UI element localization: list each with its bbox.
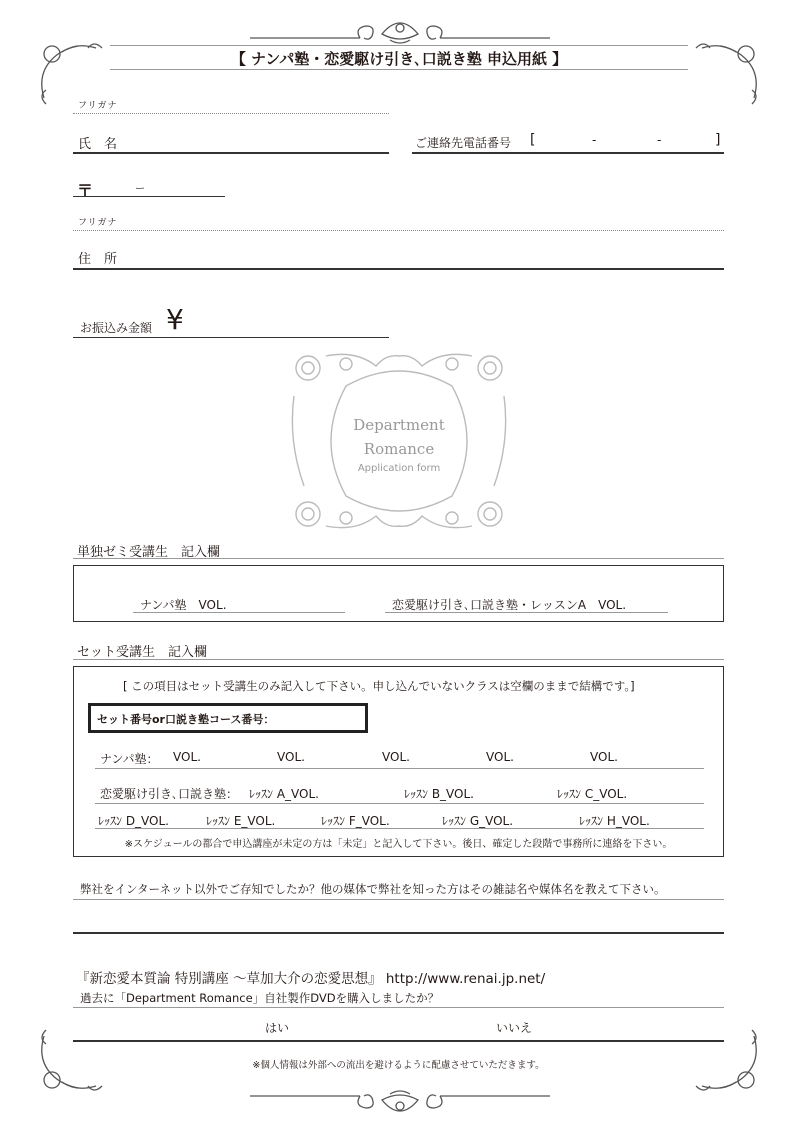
form-title: 【 ナンパ塾・恋愛駆け引き､口説き塾 申込用紙 】 xyxy=(230,50,568,68)
set-lesson-c: ﾚｯｽﾝ C_VOL. xyxy=(557,787,628,801)
address-furigana-label: フリガナ xyxy=(78,218,118,228)
phone-dash-2: - xyxy=(657,133,662,147)
single-section-box xyxy=(73,565,724,622)
set-nanpa-field[interactable] xyxy=(95,768,704,769)
set-note: [ この項目はセット受講生のみ記入して下さい。申し込んでいないクラスは空欄のままで結構です。] xyxy=(123,679,635,693)
set-footnote: ※スケジュールの都合で申込講座が未定の方は「未定」と記入して下さい。後日、確定した段階で事務所に連絡を下さい。 xyxy=(124,839,673,850)
address-label: 住 所 xyxy=(78,252,118,267)
watermark-line-1: Department xyxy=(353,416,445,434)
phone-field[interactable] xyxy=(412,152,724,154)
set-lesson-d: ﾚｯｽﾝ D_VOL. xyxy=(98,814,169,828)
watermark-line-3: Application form xyxy=(357,463,441,474)
single-renai-field[interactable] xyxy=(385,612,668,613)
set-lesson-g: ﾚｯｽﾝ G_VOL. xyxy=(442,814,514,828)
dvd-yes-option[interactable]: はい xyxy=(265,1021,290,1035)
single-nanpa-label: ナンパ塾 VOL. xyxy=(140,598,227,612)
corner-ornament-top-right xyxy=(692,38,762,108)
set-number-label: セット番号or口説き塾コース番号： xyxy=(97,713,275,726)
phone-dash-1: - xyxy=(592,133,597,147)
set-lesson-h: ﾚｯｽﾝ H_VOL. xyxy=(579,814,650,828)
top-scroll-ornament xyxy=(250,14,550,48)
payment-label: お振込み金額 xyxy=(80,321,153,335)
phone-close-bracket: ] xyxy=(715,132,721,148)
postal-field[interactable] xyxy=(73,196,225,197)
dvd-no-option[interactable]: いいえ xyxy=(496,1021,533,1035)
name-furigana-label: フリガナ xyxy=(78,101,118,111)
single-section-title: 単独ゼミ受講生 記入欄 xyxy=(77,545,221,560)
set-renai-label: 恋愛駆け引き､口説き塾： xyxy=(100,787,239,801)
phone-open-bracket: [ xyxy=(530,132,536,148)
set-vol-3: VOL. xyxy=(382,750,410,764)
set-renai-field-row1[interactable] xyxy=(95,803,704,804)
set-vol-1: VOL. xyxy=(173,750,201,764)
set-vol-5: VOL. xyxy=(590,750,618,764)
watermark-line-2: Romance xyxy=(363,440,435,458)
set-renai-field-row2[interactable] xyxy=(95,828,704,829)
set-section-title: セット受講生 記入欄 xyxy=(77,645,208,660)
phone-label: ご連絡先電話番号 xyxy=(415,136,512,150)
address-field[interactable] xyxy=(73,268,724,270)
address-furigana-field[interactable] xyxy=(73,230,724,231)
privacy-note: ※個人情報は外部への流出を避けるように配慮させていただきます。 xyxy=(252,1060,545,1071)
postal-mark: 〒 xyxy=(77,181,94,200)
bottom-scroll-ornament xyxy=(250,1086,550,1120)
set-nanpa-label: ナンパ塾： xyxy=(100,752,159,766)
postal-dash: ー xyxy=(135,184,145,195)
survey-question: 弊社をインターネット以外でご存知でしたか？他の媒体で弊社を知った方はその雑誌名や媒体名を教えて下さい。 xyxy=(80,882,666,896)
single-nanpa-field[interactable] xyxy=(133,612,345,613)
survey-answer-field[interactable] xyxy=(73,932,724,934)
set-lesson-b: ﾚｯｽﾝ B_VOL. xyxy=(404,787,474,801)
set-lesson-e: ﾚｯｽﾝ E_VOL. xyxy=(206,814,276,828)
payment-field[interactable] xyxy=(73,337,389,338)
set-lesson-a: ﾚｯｽﾝ A_VOL. xyxy=(249,787,319,801)
name-label: 氏 名 xyxy=(78,137,118,152)
name-field[interactable] xyxy=(73,152,389,154)
set-vol-2: VOL. xyxy=(277,750,305,764)
dvd-question: 過去に「Department Romance」自社製作DVDを購入しましたか？ xyxy=(80,991,440,1005)
dvd-title: 『新恋愛本質論 特別講座 ～草加大介の恋愛思想』 http://www.renai.jp.net/ xyxy=(76,971,546,987)
name-furigana-field[interactable] xyxy=(73,113,389,114)
single-renai-label: 恋愛駆け引き､口説き塾・レッスンA VOL. xyxy=(392,598,627,612)
set-lesson-f: ﾚｯｽﾝ F_VOL. xyxy=(321,814,390,828)
yen-sign: ¥ xyxy=(166,303,184,336)
set-vol-4: VOL. xyxy=(486,750,514,764)
